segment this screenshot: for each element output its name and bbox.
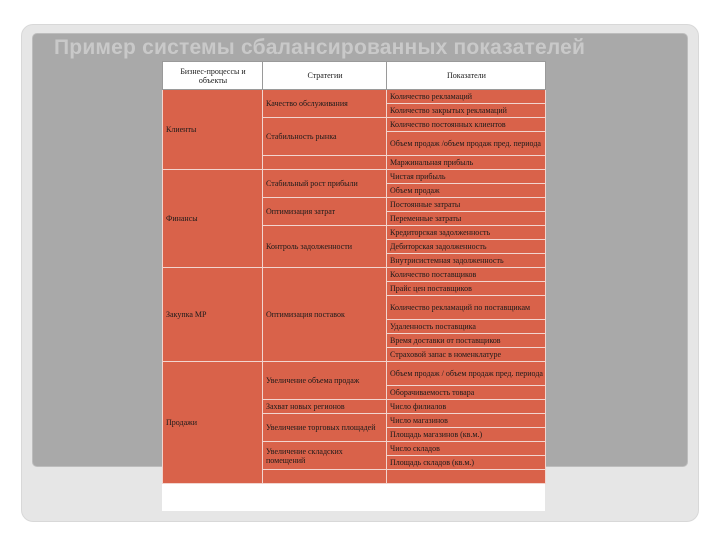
indicator-cell: Переменные затраты	[387, 212, 546, 226]
indicator-cell: Дебиторская задолженность	[387, 240, 546, 254]
strategy-cell: Контроль задолженности	[263, 226, 387, 268]
indicator-cell: Количество постоянных клиентов	[387, 118, 546, 132]
indicator-cell: Количество рекламаций	[387, 90, 546, 104]
indicator-cell: Удаленность поставщика	[387, 320, 546, 334]
header-processes: Бизнес-процессы и объекты	[163, 62, 263, 90]
table-row	[163, 268, 546, 282]
strategy-cell-empty	[263, 156, 387, 170]
indicator-cell: Объем продаж / объем продаж пред. периода	[387, 362, 546, 386]
header-strategies: Стратегии	[263, 62, 387, 90]
indicator-cell: Число магазинов	[387, 414, 546, 428]
indicator-cell: Постоянные затраты	[387, 198, 546, 212]
indicator-cell: Объем продаж /объем продаж пред. периода	[387, 132, 546, 156]
process-cell: Продажи	[163, 362, 263, 484]
process-cell: Финансы	[163, 170, 263, 268]
indicator-cell: Объем продаж	[387, 184, 546, 198]
indicator-cell: Площадь магазинов (кв.м.)	[387, 428, 546, 442]
indicator-cell: Внутрисистемная задолженность	[387, 254, 546, 268]
indicator-cell: Маржинальная прибыль	[387, 156, 546, 170]
strategy-cell: Увеличение складских помещений	[263, 442, 387, 470]
strategy-cell: Увеличение объема продаж	[263, 362, 387, 400]
indicator-cell: Время доставки от поставщиков	[387, 334, 546, 348]
strategy-cell-empty	[263, 470, 387, 484]
indicator-cell: Число складов	[387, 442, 546, 456]
indicator-cell-empty	[387, 470, 546, 484]
table-header-row	[163, 62, 546, 90]
indicator-cell: Число филиалов	[387, 400, 546, 414]
strategy-cell: Качество обслуживания	[263, 90, 387, 118]
indicator-cell: Количество поставщиков	[387, 268, 546, 282]
table-row	[163, 362, 546, 386]
slide-title: Пример системы сбалансированных показателей	[54, 36, 586, 59]
indicator-cell: Количество закрытых рекламаций	[387, 104, 546, 118]
indicator-cell: Кредиторская задолженность	[387, 226, 546, 240]
process-cell: Закупка МР	[163, 268, 263, 362]
table-row	[163, 170, 546, 184]
indicator-cell: Страховой запас в номенклатуре	[387, 348, 546, 362]
indicator-cell: Площадь складов (кв.м.)	[387, 456, 546, 470]
strategy-cell: Стабильный рост прибыли	[263, 170, 387, 198]
process-cell: Клиенты	[163, 90, 263, 170]
scorecard-table	[162, 61, 545, 511]
strategy-cell: Стабильность рынка	[263, 118, 387, 156]
header-indicators: Показатели	[387, 62, 546, 90]
strategy-cell: Увеличение торговых площадей	[263, 414, 387, 442]
strategy-cell: Оптимизация поставок	[263, 268, 387, 362]
strategy-cell: Захват новых регионов	[263, 400, 387, 414]
table-row	[163, 90, 546, 104]
indicator-cell: Количество рекламаций по поставщикам	[387, 296, 546, 320]
indicator-cell: Прайс цен поставщиков	[387, 282, 546, 296]
indicator-cell: Оборачиваемость товара	[387, 386, 546, 400]
indicator-cell: Чистая прибыль	[387, 170, 546, 184]
strategy-cell: Оптимизация затрат	[263, 198, 387, 226]
